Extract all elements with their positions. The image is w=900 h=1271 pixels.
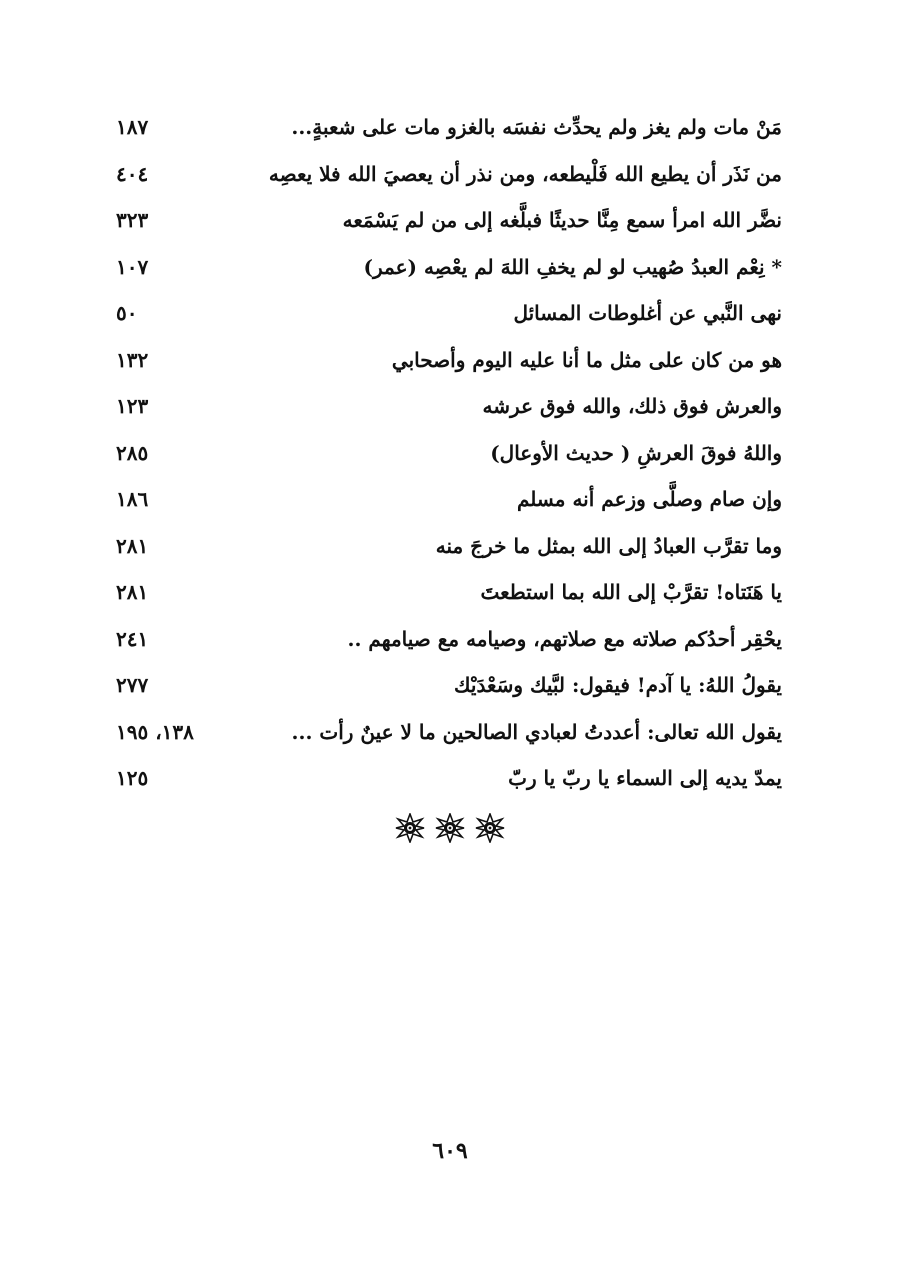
index-entry-text: يا هَنَتاه! تقرَّبْ إلى الله بما استطعتَ bbox=[480, 580, 782, 604]
index-row bbox=[100, 385, 790, 432]
index-row bbox=[100, 199, 790, 246]
floral-star-icon bbox=[435, 813, 465, 843]
index-entry-pages: ١٢٣ bbox=[116, 394, 149, 418]
index-entry-pages: ٢٨١ bbox=[116, 580, 149, 604]
index-row bbox=[100, 618, 790, 665]
index-entry-pages: ١٠٧ bbox=[116, 254, 149, 279]
index-row bbox=[100, 525, 790, 572]
index-entry-text: وإن صام وصلَّى وزعم أنه مسلم bbox=[517, 487, 782, 511]
index-entry-text: يقول الله تعالى: أعددتُ لعبادي الصالحين ما لا عينٌ رأت ... bbox=[291, 719, 782, 744]
index-row bbox=[100, 664, 790, 711]
index-entry-pages: ٥٠ bbox=[116, 301, 138, 325]
index-entry-pages: ١٣٢ bbox=[116, 347, 149, 372]
index-row bbox=[100, 246, 790, 293]
page-number: ٦٠٩ bbox=[432, 1138, 468, 1164]
index-entry-text: * نِعْم العبدُ صُهيب لو لم يخفِ اللهَ لم يعْصِه (عمر) bbox=[363, 254, 782, 279]
index-entry-text: واللهُ فوقَ العرشِ ( حديث الأوعال) bbox=[490, 440, 782, 465]
index-row bbox=[100, 432, 790, 479]
index-row bbox=[100, 106, 790, 153]
index-entry-text: نهى النَّبي عن أغلوطات المسائل bbox=[513, 301, 782, 325]
index-entry-pages: ٢٤١ bbox=[116, 626, 149, 651]
index-entry-text: وما تقرَّب العبادُ إلى الله بمثل ما خرجَ منه bbox=[435, 533, 782, 558]
index-entry-pages: ٣٢٣ bbox=[116, 208, 149, 232]
index-entry-pages: ١٣٨، ١٩٥ bbox=[116, 719, 194, 744]
index-entry-pages: ٤٠٤ bbox=[116, 161, 149, 186]
index-entry-text: من نَذَر أن يطيع الله فَلْيطعه، ومن نذر أن يعصيَ الله فلا يعصِه bbox=[268, 161, 782, 186]
index-entry-pages: ٢٨٥ bbox=[116, 440, 149, 465]
index-entry-pages: ١٨٦ bbox=[116, 487, 149, 511]
index-entry-text: يمدّ يديه إلى السماء يا ربّ يا ربّ bbox=[508, 766, 782, 790]
index-row bbox=[100, 757, 790, 804]
section-end-ornament bbox=[395, 808, 505, 848]
floral-star-icon bbox=[395, 813, 425, 843]
index-entry-text: يقولُ اللهُ: يا آدم! فيقول: لبَّيك وسَعْدَيْك bbox=[454, 673, 782, 697]
index-entry-text: نضَّر الله امرأ سمع مِنَّا حديثًا فبلَّغه إلى من لم يَسْمَعه bbox=[342, 208, 782, 232]
floral-star-icon bbox=[475, 813, 505, 843]
index-row bbox=[100, 292, 790, 339]
hadith-index-list bbox=[100, 106, 790, 804]
index-row bbox=[100, 711, 790, 758]
index-entry-pages: ٢٧٧ bbox=[116, 673, 149, 697]
index-entry-pages: ٢٨١ bbox=[116, 533, 149, 558]
index-row bbox=[100, 339, 790, 386]
index-entry-text: يحْقِر أحدُكم صلاته مع صلاتهم، وصيامه مع صيامهم .. bbox=[347, 626, 782, 651]
index-row bbox=[100, 478, 790, 525]
index-entry-text: مَنْ مات ولم يغز ولم يحدِّث نفسَه بالغزو مات على شعبةٍ... bbox=[291, 115, 782, 139]
index-entry-text: والعرش فوق ذلك، والله فوق عرشه bbox=[482, 394, 782, 418]
index-row bbox=[100, 153, 790, 200]
index-entry-text: هو من كان على مثل ما أنا عليه اليوم وأصحابي bbox=[391, 347, 782, 372]
index-entry-pages: ١٨٧ bbox=[116, 115, 149, 139]
index-entry-pages: ١٢٥ bbox=[116, 766, 149, 790]
index-row bbox=[100, 571, 790, 618]
